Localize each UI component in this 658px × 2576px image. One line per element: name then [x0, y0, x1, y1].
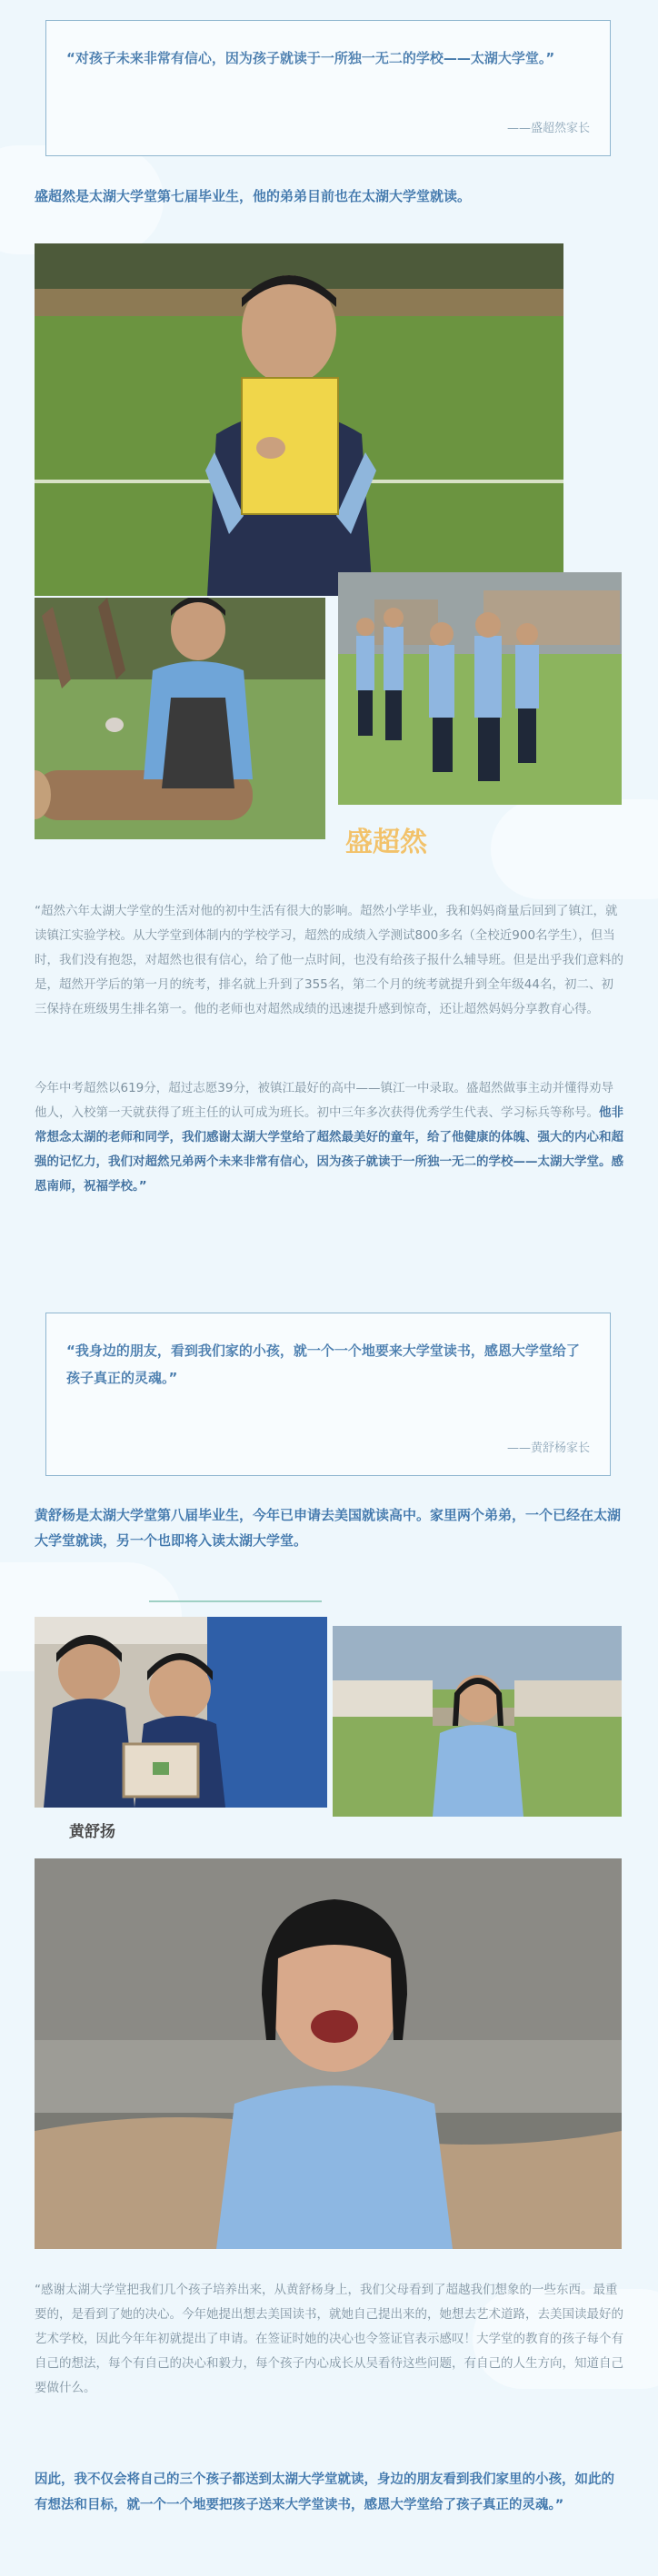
photo-boy-with-book [35, 243, 563, 596]
intro-2: 黄舒杨是太湖大学堂第八届毕业生，今年已申请去美国就读高中。家里两个弟弟，一个已经在太湖大学堂就读，另一个也即将入读太湖大学堂。 [35, 1507, 622, 1549]
quote-1-signature: ——盛超然家长 [506, 122, 590, 135]
photo-girls-classroom [35, 1617, 327, 1808]
paragraph-4: 因此，我不仅会将自己的三个孩子都送到太湖大学堂就读，身边的朋友看到我们家里的小孩，如此的有想法和目标，就一个一个地要把孩子送来大学堂读书，感恩大学堂给了孩子真正的灵魂。” [35, 2472, 614, 2512]
quote-box-2 [45, 1313, 611, 1476]
paragraph-2-plain: 今年中考超然以619分，超过志愿39分，被镇江最好的高中——镇江一中录取。盛超然做事主动并懂得劝导他人，入校第一天就获得了班主任的认可成为班长。初中三年多次获得优秀学生代表、学习标兵等称号。 [35, 1081, 613, 1120]
student-1-name: 盛超然 [345, 827, 427, 858]
quote-2-signature: ——黄舒杨家长 [506, 1442, 590, 1455]
photo-boy-woodwork [35, 598, 325, 839]
divider [149, 1600, 322, 1602]
paragraph-3: “感谢太湖大学堂把我们几个孩子培养出来，从黄舒杨身上，我们父母看到了超越我们想象的一些东西。最重要的，是看到了她的决心。今年她提出想去美国读书，就她自己提出来的，她想去艺术道路，去美国读最好的艺术学校，因此今年年初就提出了申请。在签证时她的决心也令签证官表示感叹！大学堂的教育的孩子每个有自己的想法，每个有自己的决心和毅力，每个孩子内心成长从吴看待这些问题，有自己的人生方向，知道自己要做什么。 [35, 2283, 623, 2395]
paragraph-2-bold: 他非常想念太湖的老师和同学，我们感谢太湖大学堂给了超然最美好的童年，给了他健康的体魄、强大的内心和超强的记忆力，我们对超然兄弟两个未来非常有信心，因为孩子就读于一所独一无二的学校——太湖大学堂。感恩南师，祝福学校。” [35, 1105, 623, 1194]
student-2-name: 黄舒扬 [69, 1823, 115, 1841]
intro-1: 盛超然是太湖大学堂第七届毕业生，他的弟弟目前也在太湖大学堂就读。 [35, 188, 472, 204]
paragraph-1: “超然六年太湖大学堂的生活对他的初中生活有很大的影响。超然小学毕业，我和妈妈商量后回到了镇江，就读镇江实验学校。从大学堂到体制内的学校学习，超然的成绩入学测试800多名（全校近900名学生），但当时，我们没有抱怨，对超然也很有信心，给了他一点时间，也没有给孩子报什么辅导班。但是出乎我们意料的是，超然开学后的第一月的统考，排名就上升到了355名，第二个月的统考就提升到全年级44名，初二、初三保持在班级男生排名第一。他的老师也对超然成绩的迅速提升感到惊奇，还让超然妈妈分享教育心得。 [35, 904, 623, 1016]
quote-box-1 [45, 20, 611, 156]
bg-cloud [491, 799, 658, 899]
paragraph-2 [35, 1076, 623, 1199]
photo-girl-laughing [35, 1858, 622, 2249]
photo-girl-field [333, 1626, 622, 1817]
quote-2-text: “我身边的朋友，看到我们家的小孩，就一个一个地要来大学堂读书，感恩大学堂给了孩子真正的灵魂。” [66, 1342, 580, 1386]
photo-students-football [338, 572, 622, 805]
quote-1-text: “对孩子未来非常有信心，因为孩子就读于一所独一无二的学校——太湖大学堂。” [66, 50, 555, 66]
